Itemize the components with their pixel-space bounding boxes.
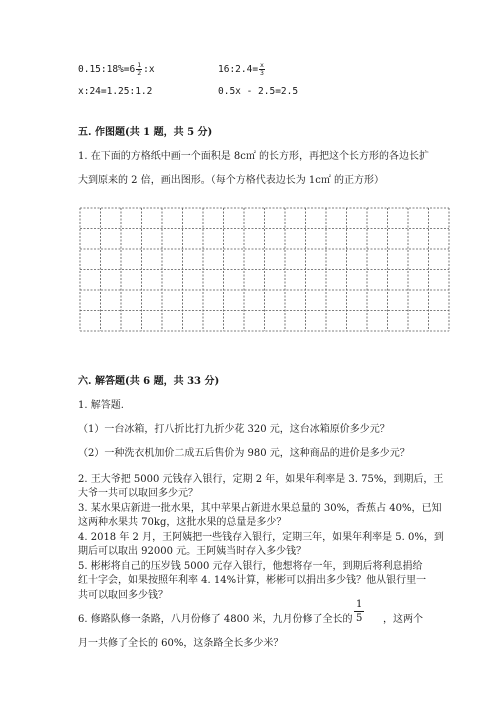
section-6-q2-line2: 大爷一共可以取回多少元？	[78, 488, 198, 499]
section-6-q6-line2: 月一共修了全长的 60%，这条路全长多少米？	[78, 638, 284, 649]
equation-2-fraction	[259, 62, 265, 77]
section-6-heading: 六. 解答题(共 6 题，共 33 分)	[78, 376, 220, 387]
section-6-q3-line1: 3. 某水果店新进一批水果，其中苹果占新进水果总量的 30%，香蕉占 40%，已知	[78, 503, 442, 514]
section-6-q5-line1: 5. 彬彬将自己的压岁钱 5000 元存入银行，他想将存一年，到期后将利息捐给	[78, 561, 423, 572]
equation-2	[218, 62, 266, 77]
section-6-q6-denominator: 5	[356, 613, 363, 624]
section-6-q6-part2: ，这两个	[383, 614, 423, 625]
section-6-q2-line1: 2. 王大爷把 5000 元钱存入银行，定期 2 年，如果年利率是 3. 75%，到期后，王	[78, 474, 444, 485]
section-5-q1-line2: 大到原来的 2 倍，画出图形。（每个方格代表边长为 1c㎡ 的正方形）	[78, 175, 385, 186]
equation-2-prefix: 16:2.4=	[218, 64, 259, 75]
section-6-q5-line2: 红十字会，如果按照年利率 4. 14%计算，彬彬可以捐出多少钱？他从银行里一	[78, 575, 427, 586]
equation-2-denominator: 3	[260, 69, 264, 77]
section-6-q1-a: （1）一台冰箱，打八折比打九折少花 320 元，这台冰箱原价多少元？	[78, 424, 390, 435]
equation-1-denominator: 2	[137, 69, 142, 77]
section-6-q6-fraction	[354, 598, 364, 625]
section-6-q3-line2: 这两种水果共 70kg，这批水果的总量是多少？	[78, 517, 287, 528]
equation-1-suffix: :x	[143, 64, 155, 75]
equation-1-numerator: 1	[137, 61, 142, 69]
equation-2-numerator: x	[260, 61, 264, 69]
equation-4: 0.5x - 2.5=2.5	[218, 86, 299, 97]
section-5-q1-line1: 1. 在下面的方格纸中画一个面积是 8c㎡ 的长方形，再把这个长方形的各边长扩	[78, 151, 430, 162]
section-6-q5-line3: 共可以取回多少钱？	[78, 590, 168, 601]
equation-1-prefix: 0.15:18%=6	[78, 64, 136, 75]
section-6-q1-b: （2）一种洗衣机加价二成五后售价为 980 元，这种商品的进价是多少元？	[78, 448, 410, 459]
section-6-q4-line2: 期后可以取出 92000 元。王阿姨当时存入多少钱？	[78, 546, 307, 557]
section-6-q6-line1	[78, 610, 353, 625]
section-5-heading: 五. 作图题(共 1 题，共 5 分)	[78, 127, 213, 138]
section-6-q1-title: 1. 解答题.	[78, 400, 124, 411]
section-6-q4-line1: 4. 2018 年 2 月，王阿姨把一些钱存入银行，定期三年，如果年利率是 5. 0%，到	[78, 532, 444, 543]
equation-3: x:24=1.25:1.2	[78, 86, 153, 97]
square-grid	[78, 206, 452, 354]
section-6-q6-numerator: 1	[356, 599, 363, 610]
equation-1-fraction	[136, 62, 142, 77]
section-6-q6-part1: 6. 修路队修一条路，八月份修了 4800 米，九月份修了全长的	[78, 614, 353, 625]
equation-1	[78, 62, 155, 77]
